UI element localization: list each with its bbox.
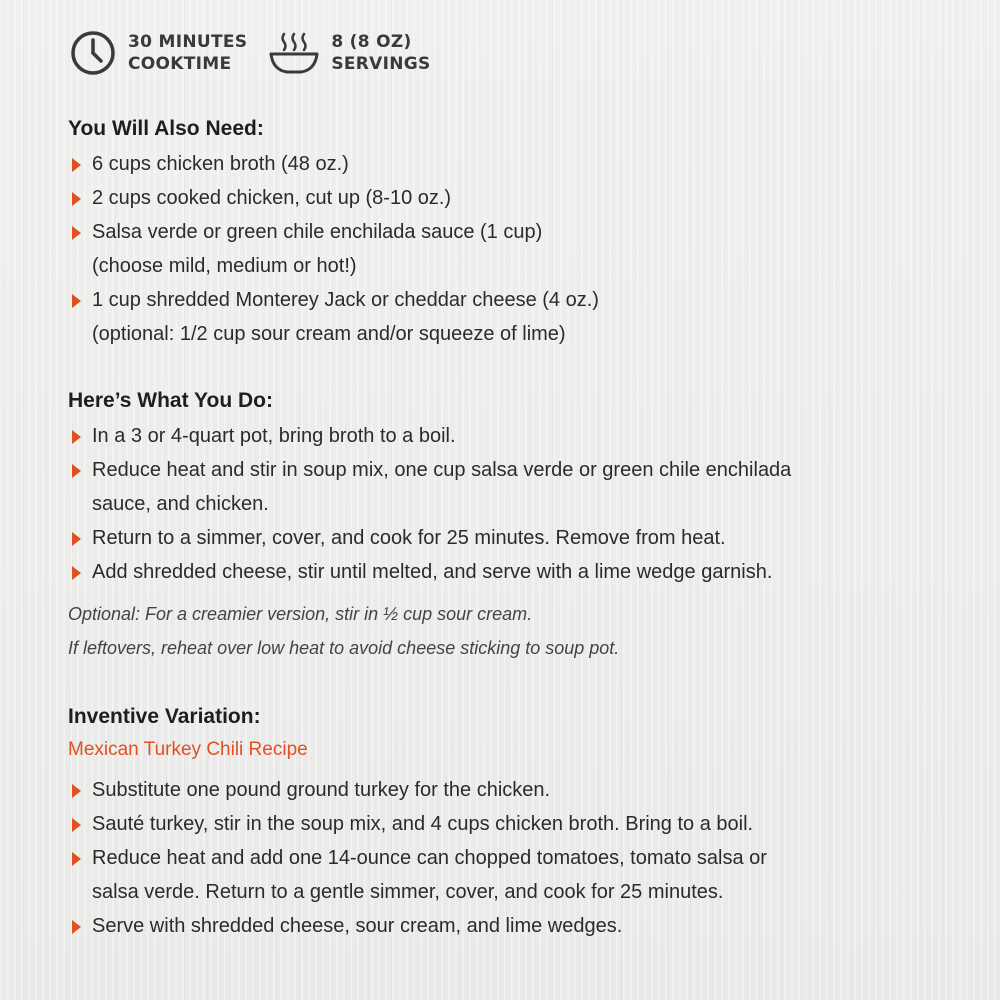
bullet-arrow-icon (72, 566, 81, 580)
variation-subheading: Mexican Turkey Chili Recipe (68, 739, 308, 760)
list-item: Sauté turkey, stir in the soup mix, and 4 cups chicken broth. Bring to a boil. (68, 807, 968, 841)
list-item: Salsa verde or green chile enchilada sauce (1 cup) (choose mild, medium or hot!) (68, 215, 968, 283)
soup-bowl-icon (269, 30, 319, 76)
list-item: Reduce heat and stir in soup mix, one cup salsa verde or green chile enchilada sauce, and chicken. (68, 453, 968, 521)
variation-list (68, 773, 968, 943)
cooktime-value: 30 MINUTES (128, 32, 248, 52)
optional-note (68, 597, 968, 665)
directions-section (68, 387, 968, 665)
list-item: 2 cups cooked chicken, cut up (8-10 oz.) (68, 181, 968, 215)
servings-stat (269, 30, 430, 76)
cooktime-text (128, 31, 247, 75)
list-item: Substitute one pound ground turkey for the chicken. (68, 773, 968, 807)
ingredients-list (68, 147, 968, 351)
bullet-arrow-icon (72, 192, 81, 206)
bullet-arrow-icon (72, 818, 81, 832)
ingredients-section (68, 115, 968, 351)
list-item: Return to a simmer, cover, and cook for 25 minutes. Remove from heat. (68, 521, 968, 555)
list-item: Add shredded cheese, stir until melted, and serve with a lime wedge garnish. (68, 555, 968, 589)
bullet-arrow-icon (72, 464, 81, 478)
list-item: In a 3 or 4-quart pot, bring broth to a boil. (68, 419, 968, 453)
bullet-arrow-icon (72, 852, 81, 866)
bullet-arrow-icon (72, 784, 81, 798)
list-item: Reduce heat and add one 14-ounce can chopped tomatoes, tomato salsa or salsa verde. Return to a gentle simmer, cover, and cook for 25 minutes. (68, 841, 968, 909)
list-item: Serve with shredded cheese, sour cream, and lime wedges. (68, 909, 968, 943)
variation-section (68, 703, 968, 943)
cooktime-label: COOKTIME (128, 54, 232, 74)
servings-value: 8 (8 OZ) (331, 32, 412, 52)
list-item: 1 cup shredded Monterey Jack or cheddar cheese (4 oz.) (optional: 1/2 cup sour cream and/or squeeze of lime) (68, 283, 968, 351)
bullet-arrow-icon (72, 430, 81, 444)
list-item: 6 cups chicken broth (48 oz.) (68, 147, 968, 181)
ingredients-heading: You Will Also Need: (68, 117, 264, 140)
directions-heading: Here’s What You Do: (68, 389, 273, 412)
variation-heading: Inventive Variation: (68, 705, 261, 728)
note-line: Optional: For a creamier version, stir in ½ cup sour cream. (68, 604, 533, 624)
bullet-arrow-icon (72, 294, 81, 308)
cooktime-stat (70, 30, 247, 76)
bullet-arrow-icon (72, 532, 81, 546)
directions-list (68, 419, 968, 589)
bullet-arrow-icon (72, 158, 81, 172)
recipe-stats (70, 30, 453, 76)
servings-label: SERVINGS (331, 54, 431, 74)
bullet-arrow-icon (72, 920, 81, 934)
note-line: If leftovers, reheat over low heat to avoid cheese sticking to soup pot. (68, 638, 620, 658)
clock-icon (70, 30, 116, 76)
servings-text (331, 31, 430, 75)
bullet-arrow-icon (72, 226, 81, 240)
